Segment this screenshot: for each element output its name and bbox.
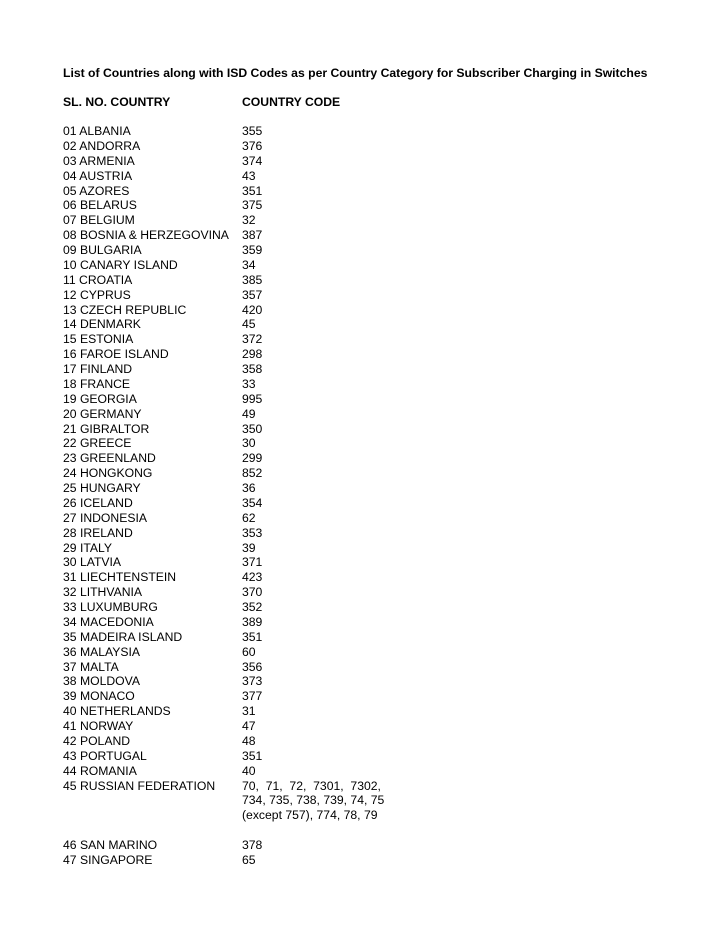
table-row — [63, 154, 483, 169]
country-name: 47 SINGAPORE — [63, 852, 153, 867]
country-code: 389 — [242, 614, 263, 629]
country-code: 48 — [242, 733, 256, 748]
table-row — [63, 303, 483, 318]
country-name: 37 MALTA — [63, 659, 119, 674]
table-row — [63, 674, 483, 689]
country-name: 13 CZECH REPUBLIC — [63, 302, 187, 317]
table-row — [63, 600, 483, 615]
country-name: 17 FINLAND — [63, 362, 133, 376]
table-row — [63, 436, 483, 451]
country-name: 20 GERMANY — [63, 406, 142, 421]
country-name: 09 BULGARIA — [63, 243, 142, 257]
country-name: 03 ARMENIA — [63, 153, 135, 168]
country-name: 01 ALBANIA — [63, 124, 131, 138]
country-code: 45 — [242, 317, 256, 332]
table-row — [63, 645, 483, 660]
table-row — [63, 317, 483, 332]
table-row — [63, 392, 483, 407]
country-name: 24 HONGKONG — [63, 466, 153, 481]
country-name: 36 MALAYSIA — [63, 644, 140, 659]
country-code: 60 — [242, 644, 256, 659]
country-name: 25 HUNGARY — [63, 481, 141, 495]
country-code: 374 — [242, 153, 263, 168]
table-row — [63, 407, 483, 422]
table-row — [63, 228, 483, 243]
country-code: 420 — [242, 302, 263, 317]
country-code: 373 — [242, 674, 263, 689]
table-row — [63, 258, 483, 273]
table-row — [63, 511, 483, 526]
country-name: 29 ITALY — [63, 540, 112, 555]
country-name: 06 BELARUS — [63, 198, 137, 213]
country-code: 385 — [242, 272, 263, 287]
country-name: 08 BOSNIA & HERZEGOVINA — [63, 228, 229, 243]
table-row — [63, 213, 483, 228]
country-name: 45 RUSSIAN FEDERATION — [63, 778, 216, 793]
country-name: 31 LIECHTENSTEIN — [63, 570, 177, 585]
country-code: 852 — [242, 466, 263, 481]
table-row — [63, 451, 483, 466]
table-row — [63, 630, 483, 645]
country-code: 40 — [242, 763, 256, 778]
country-name: 12 CYPRUS — [63, 287, 131, 302]
country-code: 36 — [242, 481, 256, 495]
country-name: 34 MACEDONIA — [63, 614, 154, 629]
table-row — [63, 526, 483, 541]
country-name: 41 NORWAY — [63, 719, 134, 733]
table-row — [63, 734, 483, 749]
document-title: List of Countries along with ISD Codes as per Country Category for Subscriber Charging in Switches — [63, 66, 648, 80]
table-row — [63, 585, 483, 600]
country-code: 387 — [242, 228, 263, 243]
country-code: 43 — [242, 168, 256, 183]
country-name: 30 LATVIA — [63, 555, 122, 570]
table-row — [63, 481, 483, 496]
country-name: 14 DENMARK — [63, 317, 141, 332]
country-code: 298 — [242, 347, 263, 362]
country-name: 16 FAROE ISLAND — [63, 347, 169, 362]
country-code: 378 — [242, 838, 263, 852]
table-row — [63, 615, 483, 630]
table-row — [63, 288, 483, 303]
country-code: 49 — [242, 406, 256, 421]
table-row — [63, 570, 483, 585]
country-name: 18 FRANCE — [63, 376, 131, 391]
table-row — [63, 273, 483, 288]
country-code: 372 — [242, 332, 263, 347]
country-name: 26 ICELAND — [63, 495, 133, 510]
country-code: 353 — [242, 525, 263, 540]
country-code: 354 — [242, 495, 263, 510]
country-name: 42 POLAND — [63, 733, 131, 748]
country-name: 02 ANDORRA — [63, 138, 141, 153]
country-name: 07 BELGIUM — [63, 213, 135, 228]
table-row — [63, 749, 483, 764]
country-code: 62 — [242, 510, 256, 525]
table-row — [63, 764, 483, 779]
table-row — [63, 198, 483, 213]
country-name: 27 INDONESIA — [63, 510, 147, 525]
country-name: 46 SAN MARINO — [63, 838, 158, 852]
table-row — [63, 719, 483, 734]
country-name: 32 LITHVANIA — [63, 585, 143, 600]
table-row — [63, 362, 483, 377]
country-code: 299 — [242, 451, 263, 466]
country-code: 423 — [242, 570, 263, 585]
country-code: 34 — [242, 257, 256, 272]
country-code: 358 — [242, 362, 263, 376]
country-code: 351 — [242, 629, 263, 644]
country-code: 32 — [242, 213, 256, 228]
table-row — [63, 332, 483, 347]
country-code: 359 — [242, 243, 263, 257]
table-row — [63, 689, 483, 704]
country-name: 39 MONACO — [63, 689, 135, 704]
table-row — [63, 184, 483, 199]
table-row — [63, 838, 483, 853]
country-name: 21 GIBRALTOR — [63, 421, 150, 436]
table-row — [63, 466, 483, 481]
country-code: 377 — [242, 689, 263, 704]
country-name: 35 MADEIRA ISLAND — [63, 629, 183, 644]
country-code: 31 — [242, 704, 256, 719]
country-code: 30 — [242, 436, 256, 451]
country-code: 350 — [242, 421, 263, 436]
country-name: 40 NETHERLANDS — [63, 704, 171, 719]
header-sl-country: SL. NO. COUNTRY — [63, 95, 171, 109]
table-row — [63, 422, 483, 437]
country-name: 10 CANARY ISLAND — [63, 257, 178, 272]
country-code: 370 — [242, 585, 263, 600]
table-row — [63, 169, 483, 184]
country-code: 375 — [242, 198, 263, 213]
table-row — [63, 660, 483, 675]
country-name: 19 GEORGIA — [63, 391, 137, 406]
table-row — [63, 496, 483, 511]
country-name: 04 AUSTRIA — [63, 168, 133, 183]
country-name: 28 IRELAND — [63, 525, 133, 540]
country-name: 23 GREENLAND — [63, 451, 156, 466]
country-code: 39 — [242, 540, 256, 555]
table-row — [63, 779, 483, 839]
country-name: 05 AZORES — [63, 183, 130, 198]
country-name: 33 LUXUMBURG — [63, 600, 158, 614]
table-row — [63, 704, 483, 719]
country-name: 44 ROMANIA — [63, 763, 137, 778]
table-row — [63, 377, 483, 392]
country-name: 15 ESTONIA — [63, 332, 134, 347]
table-row — [63, 243, 483, 258]
country-code: 355 — [242, 124, 263, 138]
country-name: 43 PORTUGAL — [63, 748, 147, 763]
country-list — [63, 124, 483, 868]
country-name: 22 GREECE — [63, 436, 132, 451]
table-row — [63, 853, 483, 868]
table-row — [63, 139, 483, 154]
table-row — [63, 541, 483, 556]
country-code: 371 — [242, 555, 263, 570]
table-row — [63, 124, 483, 139]
header-country-code: COUNTRY CODE — [242, 95, 341, 109]
country-code: 351 — [242, 748, 263, 763]
country-code: 351 — [242, 183, 263, 198]
country-code: 357 — [242, 287, 263, 302]
country-name: 11 CROATIA — [63, 272, 133, 287]
country-code: 356 — [242, 659, 263, 674]
country-name: 38 MOLDOVA — [63, 674, 140, 689]
country-code: 376 — [242, 138, 263, 153]
country-code: 70, 71, 72, 7301, 7302, 734, 735, 738, 739, 74, 75 (except 757), 774, 78, 79 — [242, 778, 385, 823]
table-row — [63, 555, 483, 570]
country-code: 995 — [242, 391, 263, 406]
country-code: 47 — [242, 719, 256, 733]
country-code: 65 — [242, 852, 256, 867]
country-code: 352 — [242, 600, 263, 614]
table-row — [63, 347, 483, 362]
country-code: 33 — [242, 376, 256, 391]
